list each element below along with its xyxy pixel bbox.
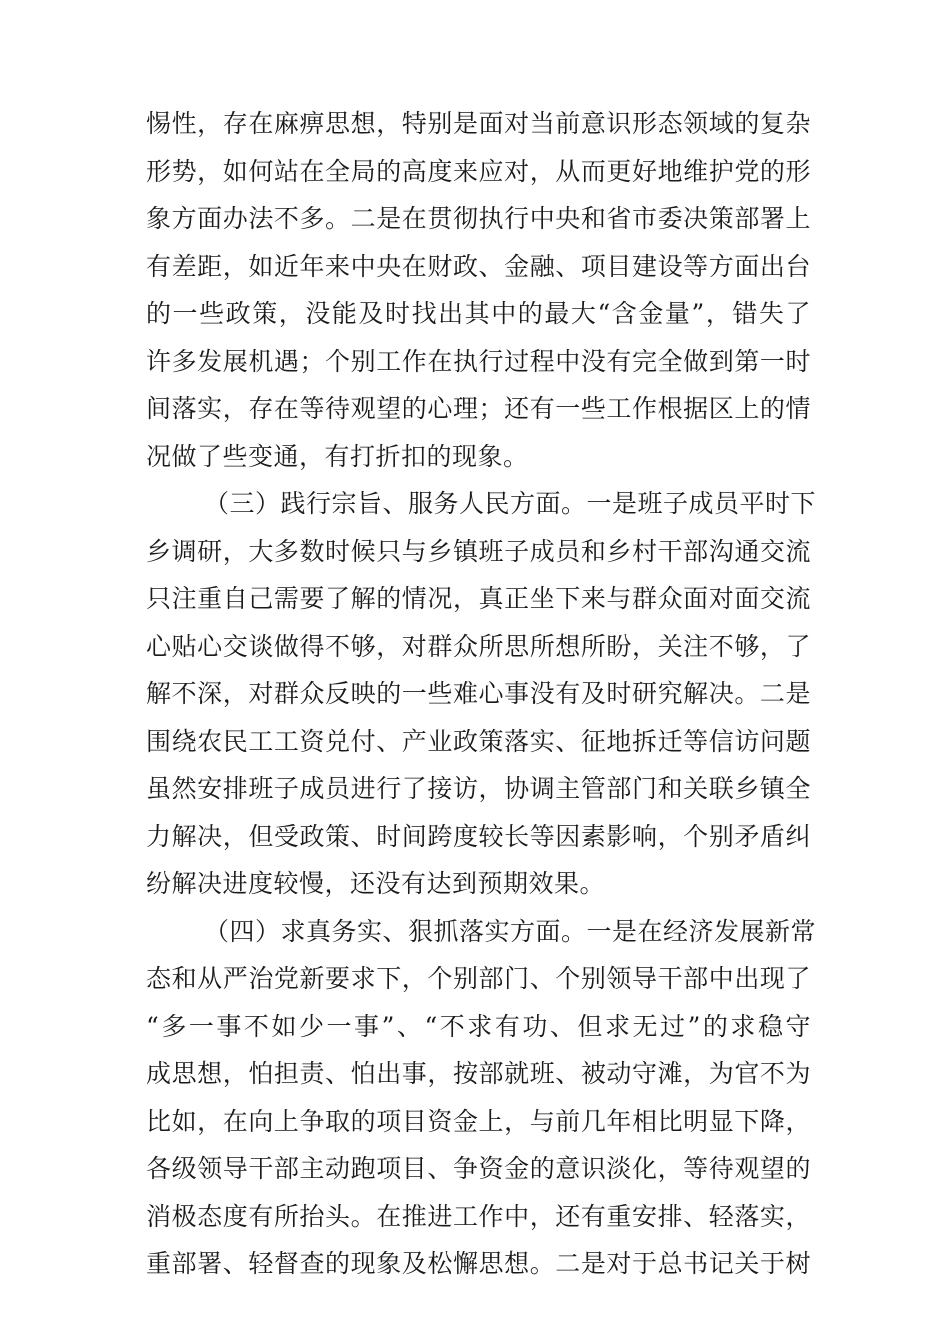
text-line-23: 各级领导干部主动跑项目、争资金的意识淡化，等待观望的 [146,1154,811,1183]
text-line-22: 比如，在向上争取的项目资金上，与前几年相比明显下降， [146,1106,811,1136]
text-line-14: 围绕农民工工资兑付、产业政策落实、征地拆迁等信访问题 [146,726,811,756]
text-line-24: 消极态度有所抬头。在推进工作中，还有重安排、轻落实， [146,1201,811,1231]
text-line-1: 惕性，存在麻痹思想，特别是面对当前意识形态领域的复杂 [146,109,811,138]
text-line-25: 重部署、轻督查的现象及松懈思想。二是对于总书记关于树 [146,1249,811,1278]
section-four-heading-line: （四）求真务实、狠抓落实方面。一是在经济发展新常 [204,916,817,946]
text-line-6: 许多发展机遇；个别工作在执行过程中没有完全做到第一时 [146,346,811,376]
section-three-heading-line: （三）践行宗旨、服务人民方面。一是班子成员平时下 [204,489,817,518]
text-line-17: 纷解决进度较慢，还没有达到预期效果。 [146,869,606,898]
text-line-20: “多一事不如少一事”、“不求有功、但求无过”的求稳守 [146,1011,811,1041]
text-line-16: 力解决，但受政策、时间跨度较长等因素影响，个别矛盾纠 [146,821,811,851]
text-line-13: 解不深，对群众反映的一些难心事没有及时研究解决。二是 [146,679,811,708]
text-line-5: 的一些政策，没能及时找出其中的最大“含金量”，错失了 [146,299,811,328]
text-line-10: 乡调研，大多数时候只与乡镇班子成员和乡村干部沟通交流 [146,536,811,566]
text-line-2: 形势，如何站在全局的高度来应对，从而更好地维护党的形 [146,156,811,186]
text-line-15: 虽然安排班子成员进行了接访，协调主管部门和关联乡镇全 [146,774,811,803]
document-body [146,100,817,1288]
text-line-11: 只注重自己需要了解的情况，真正坐下来与群众面对面交流 [146,584,811,613]
text-line-7: 间落实，存在等待观望的心理；还有一些工作根据区上的情 [146,394,811,423]
text-line-4: 有差距，如近年来中央在财政、金融、项目建设等方面出台 [146,251,811,281]
text-line-3: 象方面办法不多。二是在贯彻执行中央和省市委决策部署上 [146,204,811,233]
text-line-8: 况做了些变通，有打折扣的现象。 [146,441,529,471]
text-line-21: 成思想，怕担责、怕出事，按部就班、被动守滩，为官不为 [146,1059,811,1088]
text-line-12: 心贴心交谈做得不够，对群众所思所想所盼，关注不够，了 [146,631,811,661]
text-line-19: 态和从严治党新要求下，个别部门、个别领导干部中出现了 [146,964,811,993]
